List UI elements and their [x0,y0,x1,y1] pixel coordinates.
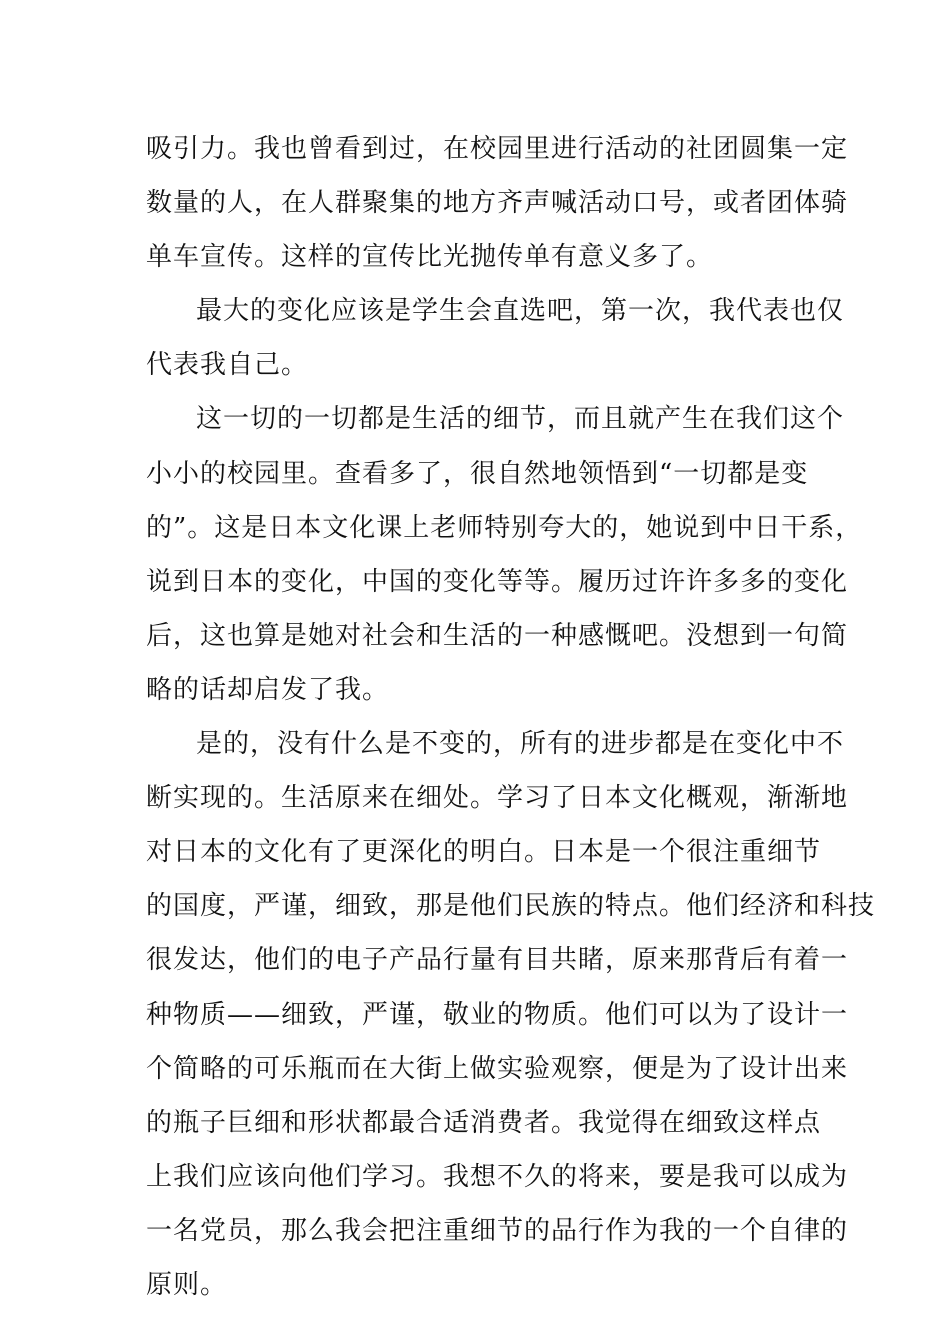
text-line: 代表我自己。 [146,350,309,381]
text-line: 原则。 [146,1269,228,1300]
text-line: 说到日本的变化，中国的变化等等。履历过许许多多的变化 [146,566,849,597]
text-line: 的国度，严谨，细致，那是他们民族的特点。他们经济和科技 [146,891,876,922]
text-line: 数量的人，在人群聚集的地方齐声喊活动口号，或者团体骑 [146,188,849,219]
text-line: 对日本的文化有了更深化的明白。日本是一个很注重细节 [146,837,822,868]
text-line: 的”。这是日本文化课上老师特别夸大的，她说到中日干系， [146,512,863,543]
text-line: 很发达，他们的电子产品行量有目共睹，原来那背后有着一 [146,945,849,976]
text-line: 小小的校园里。查看多了，很自然地领悟到“一切都是变 [146,458,809,489]
text-line: 断实现的。生活原来在细处。学习了日本文化概观，渐渐地 [146,783,849,814]
document-body [146,122,876,1312]
text-line: 个简略的可乐瓶而在大街上做实验观察，便是为了设计出来 [146,1053,849,1084]
paragraph-first-line: 这一切的一切都是生活的细节，而且就产生在我们这个 [196,404,845,435]
paragraph-first-line: 是的，没有什么是不变的，所有的进步都是在变化中不 [196,729,845,760]
text-line: 后，这也算是她对社会和生活的一种感慨吧。没想到一句简 [146,620,849,651]
text-line: 略的话却启发了我。 [146,674,390,705]
paragraph-first-line: 最大的变化应该是学生会直选吧，第一次，我代表也仅 [196,296,845,327]
text-line: 单车宣传。这样的宣传比光抛传单有意义多了。 [146,242,714,273]
text-line: 一名党员，那么我会把注重细节的品行作为我的一个自律的 [146,1215,849,1246]
text-line: 吸引力。我也曾看到过，在校园里进行活动的社团圆集一定 [146,134,849,164]
text-line: 种物质——细致，严谨，敬业的物质。他们可以为了设计一 [146,999,849,1030]
text-line: 的瓶子巨细和形状都最合适消费者。我觉得在细致这样点 [146,1107,822,1138]
text-line: 上我们应该向他们学习。我想不久的将来，要是我可以成为 [146,1161,849,1192]
